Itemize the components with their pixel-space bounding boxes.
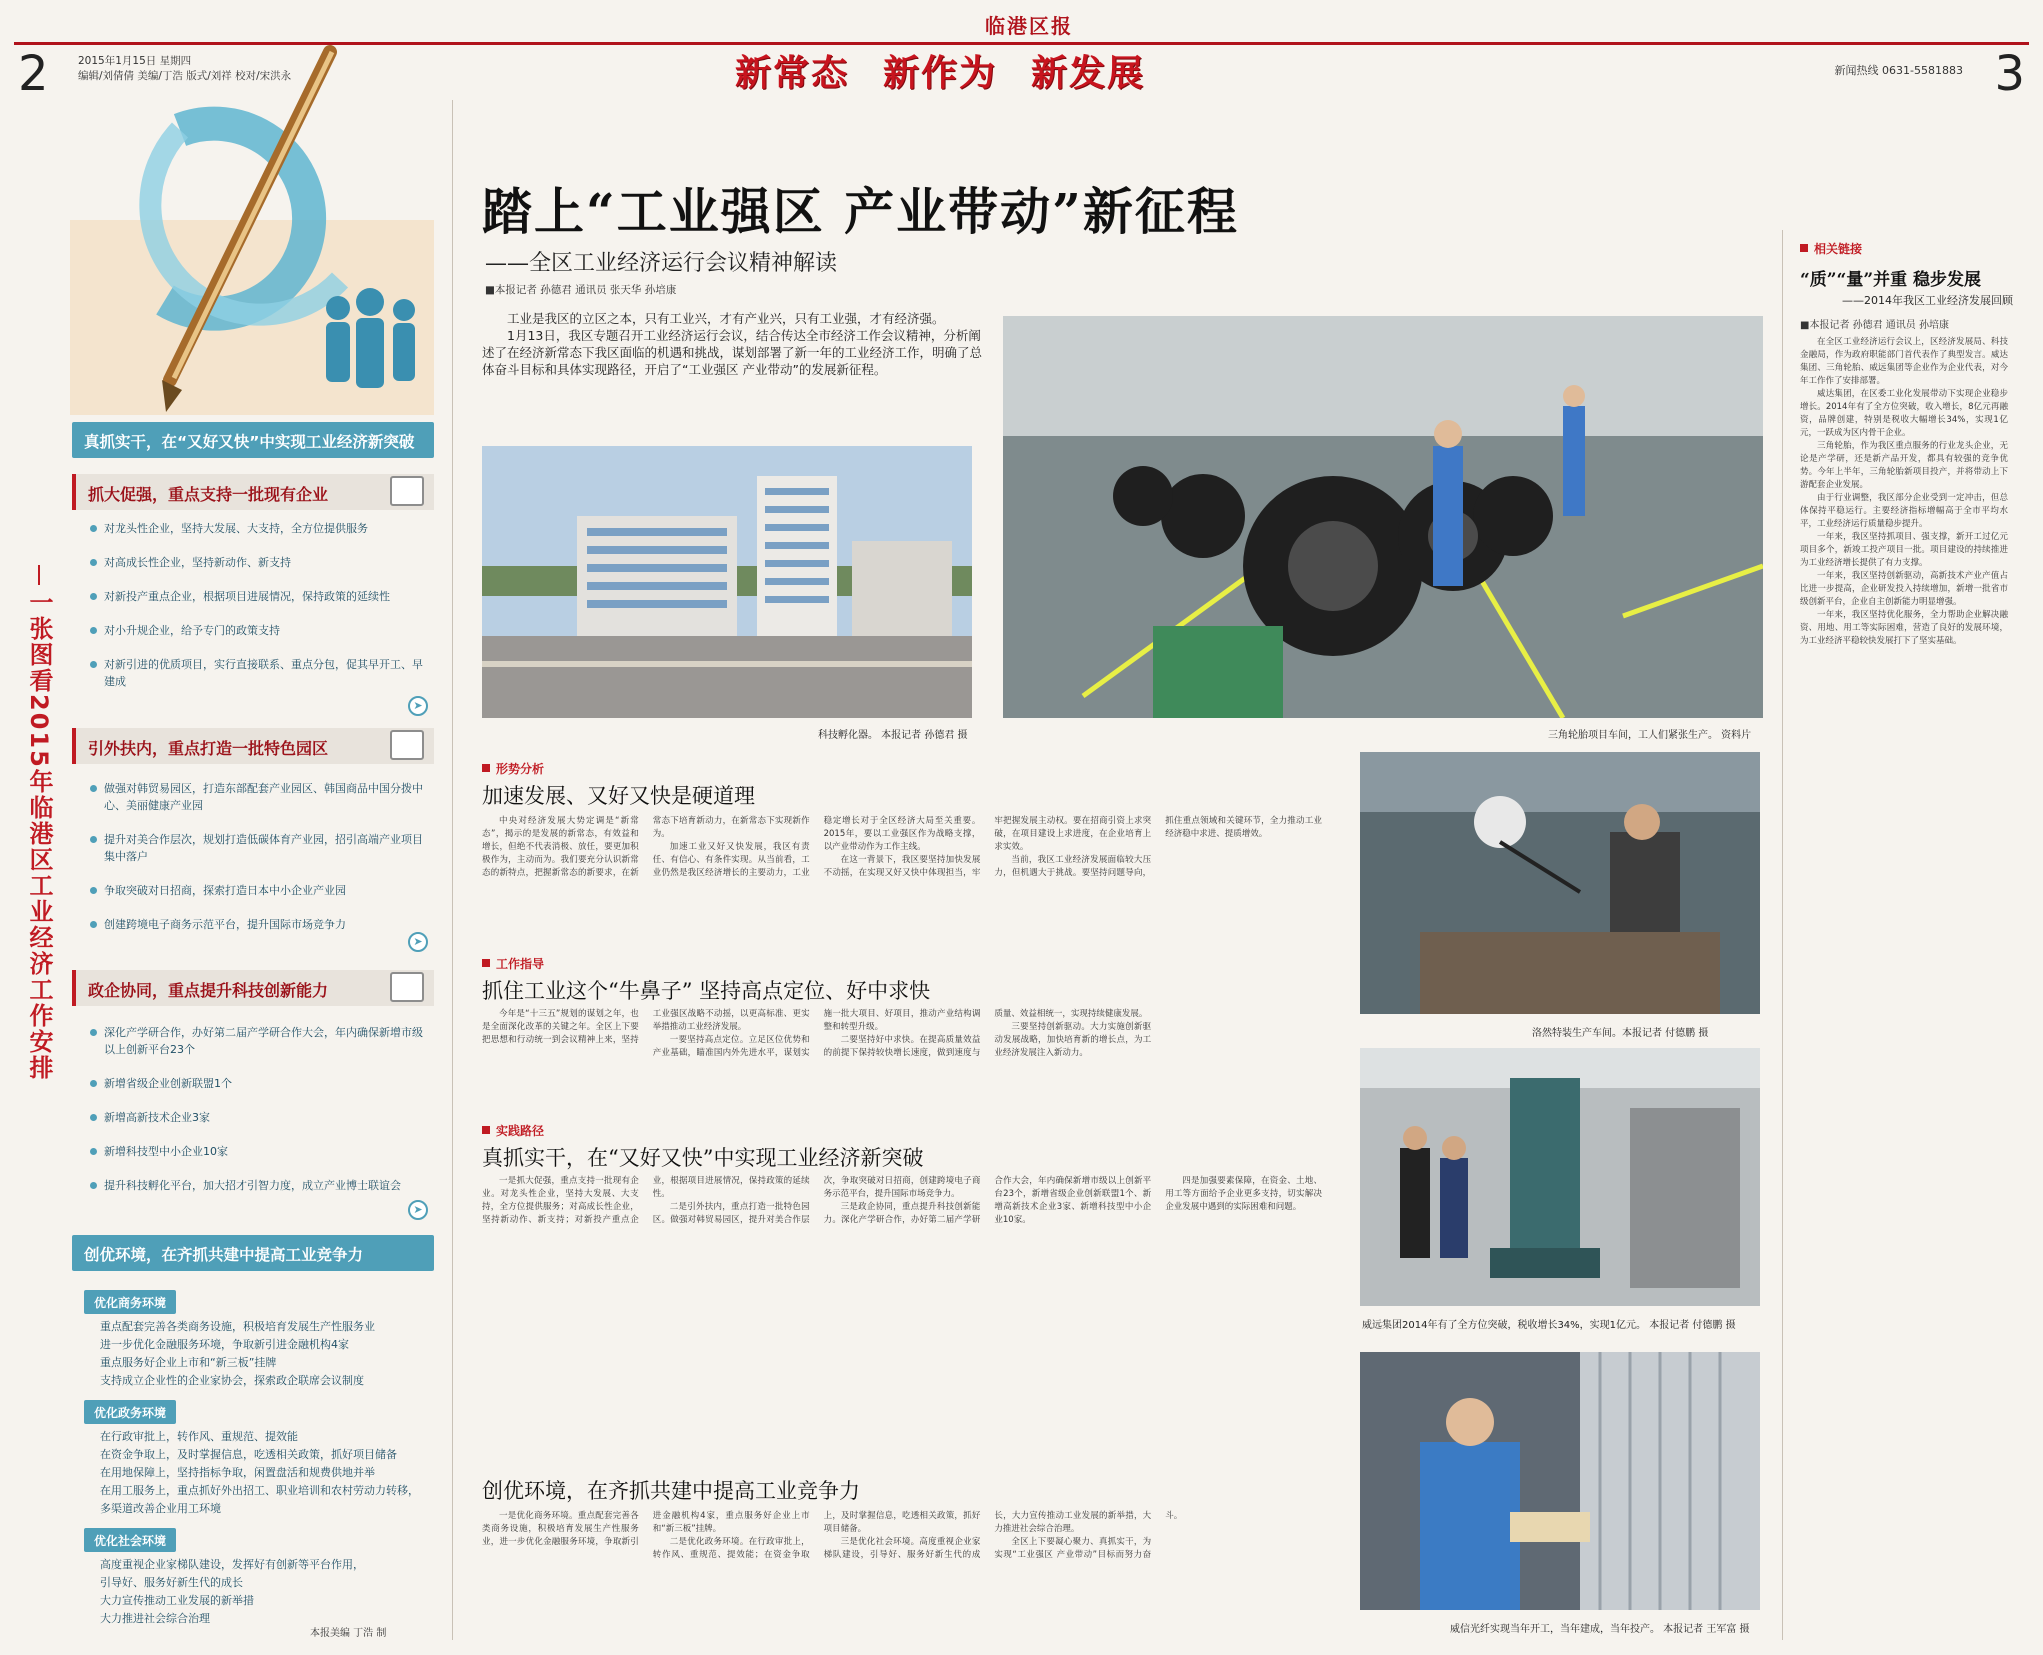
banner-word-2: 新作为 [883,51,998,94]
page-number-left: 2 [18,46,49,102]
sub-section-society-head: 优化社会环境 [84,1528,176,1552]
page-banner [735,44,1295,96]
sidebar-section-2-list [90,780,425,950]
lead-paragraph: 1月13日，我区专题召开工业经济运行会议，结合传达全市经济工作会议精神，分析阐述了在经济新常态下我区面临的机遇和挑战，谋划部署了新一年的工业经济工作，明确了总体奋斗目标和具体实现路径，开启了“工业强区 产业带动”的发展新征程。 [482,328,983,377]
text-line: 在资金争取上，及时掌握信息，吃透相关政策，抓好项目储备 [100,1448,397,1461]
sidebar-section-3-head [72,970,434,1006]
related-title: “质”“量”并重 稳步发展 [1800,270,1982,290]
photo-tire-workshop [1003,316,1763,718]
microscope-icon [390,972,424,1002]
related-label: 相关链接 [1800,240,1862,257]
sidebar-section-3-list [90,1024,425,1211]
list-item: 对新引进的优质项目，实行直接联系、重点分包，促其早开工、早建成 [90,656,425,690]
body-paragraph: 加速工业又好又快发展，我区有责任、有信心、有条件实现。从当前看，工业仍然是我区经济增长的主要动力，工业稳定增长对于全区经济大局至关重要。2015年，要以工业强区作为战略支撑，以产业带动作为工作主线。 [652,816,981,878]
text-line: 支持成立企业性的企业家协会，探索政企联席会议制度 [100,1374,364,1387]
photo-fiber-factory-caption: 威信光纤实现当年开工，当年建成，当年投产。 本报记者 王军富 摄 [1450,1624,1750,1635]
body-paragraph: 威达集团，在区委工业化发展带动下实现企业稳步增长。2014年有了全方位突破，收入增长，8亿元再融资，品牌创建，特别是税收大幅增长34%，实现1亿元，一跃成为区内骨干企业。 [1800,389,2008,438]
related-body [1800,336,2008,1636]
sidebar-banner-top: 真抓实干，在“又好又快”中实现工业经济新突破 [72,422,434,458]
text-line: 引导好、服务好新生代的成长 [100,1576,243,1589]
list-item: 对小升规企业，给予专门的政策支持 [90,622,425,639]
column-divider [452,100,453,1640]
sub-section-society-text [100,1556,425,1628]
photo-incubator [482,446,972,718]
photo-incubator-caption: 科技孵化器。 本报记者 孙德君 摄 [818,730,968,741]
text-line: 在行政审批上，转作风、重规范、提效能 [100,1430,298,1443]
list-item: 提升科技孵化平台，加大招才引智力度，成立产业博士联谊会 [90,1177,425,1194]
section-3-title: 真抓实干，在“又好又快”中实现工业经济新突破 [482,1146,924,1170]
lead-paragraph: 工业是我区的立区之本，只有工业兴，才有产业兴，只有工业强，才有经济强。 [507,311,945,326]
body-paragraph: 当前，我区工业经济发展面临较大压力，但机遇大于挑战。要坚持问题导向，抓住重点领域和关键环节，全力推动工业经济稳中求进、提质增效。 [994,816,1322,878]
section-1-title: 加速发展、又好又快是硬道理 [482,784,755,808]
sidebar-credit: 本报美编 丁浩 制 [310,1628,387,1639]
body-paragraph: 二要坚持好中求快。在提高质量效益的前提下保持较快增长速度，做到速度与质量、效益相统一，实现持续健康发展。 [823,1009,1148,1058]
document-icon [390,476,424,506]
sidebar-banner-bottom: 创优环境，在齐抓共建中提高工业竞争力 [72,1235,434,1271]
section-4-body [482,1510,1322,1640]
text-line: 重点配套完善各类商务设施，积极培育发展生产性服务业 [100,1320,375,1333]
sidebar-section-1-head [72,474,434,510]
text-line: 进一步优化金融服务环境，争取新引进金融机构4家 [100,1338,349,1351]
arrow-right-icon: ➤ [408,1200,428,1220]
article-headline: 踏上“工业强区 产业带动”新征程 [482,182,1239,241]
section-2-label: 工作指导 [482,955,544,972]
sidebar-section-3-title: 政企协同，重点提升科技创新能力 [88,981,329,1000]
body-paragraph: 二是引外扶内，重点打造一批特色园区。做强对韩贸易园区，提升对美合作层次，争取突破对日招商，创建跨境电子商务示范平台，提升国际市场竞争力。 [652,1176,981,1225]
photo-equipment-caption: 洛然特装生产车间。本报记者 付德鹏 摄 [1532,1028,1709,1039]
photo-equipment-workshop [1360,752,1760,1014]
section-1-body [482,815,1322,950]
body-paragraph: 一是抓大促强，重点支持一批现有企业。对龙头性企业，坚持大发展、大支持，全方位提供服务；对高成长性企业，坚持新动作、新支持；对新投产重点企业，根据项目进展情况，保持政策的延续性。 [482,1176,810,1225]
list-item: 创建跨境电子商务示范平台，提升国际市场竞争力 [90,916,425,933]
tire-workshop-image [1003,316,1763,718]
section-4-title: 创优环境，在齐抓共建中提高工业竞争力 [482,1479,860,1503]
body-paragraph: 一要坚持高点定位。立足区位优势和产业基础，瞄准国内外先进水平，谋划实施一批大项目、好项目，推动产业结构调整和转型升级。 [652,1009,981,1058]
photo-fiber-factory [1360,1352,1760,1610]
section-2-body [482,1008,1322,1113]
body-paragraph: 三是政企协同，重点提升科技创新能力。深化产学研合作，办好第二届产学研合作大会，年内确保新增市级以上创新平台23个，新增省级企业创新联盟1个、新增高新技术企业3家、新增科技型中小企业10家。 [823,1176,1152,1225]
related-subtitle: ——2014年我区工业经济发展回顾 [1842,294,2013,307]
sidebar-vertical-title: 一张图看2015年临港区工业经济工作安排 [25,590,53,1081]
body-paragraph: 一年来，我区坚持优化服务，全力帮助企业解决融资、用地、用工等实际困难，营造了良好的发展环境，为工业经济平稳较快发展打下了坚实基础。 [1800,610,2008,646]
article-subhead: ——全区工业经济运行会议精神解读 [485,251,838,276]
incubator-image [482,446,972,718]
body-paragraph: 由于行业调整，我区部分企业受到一定冲击，但总体保持平稳运行。主要经济指标增幅高于全市平均水平，工业经济运行质量稳步提升。 [1800,493,2008,529]
hotline: 新闻热线 0631-5581883 [1834,64,1963,77]
article-byline: ■本报记者 孙德君 通讯员 张天华 孙培康 [485,284,677,296]
text-line: 重点服务好企业上市和“新三板”挂牌 [100,1356,277,1369]
text-line: 高度重视企业家梯队建设，发挥好有创新等平台作用， [100,1558,364,1571]
sub-section-business-text [100,1318,425,1390]
banner-word-3: 新发展 [1031,51,1146,94]
article-lead [482,310,982,378]
sub-section-business-head: 优化商务环境 [84,1290,176,1314]
list-item: 新增省级企业创新联盟1个 [90,1075,425,1092]
equipment-workshop-image [1360,752,1760,1014]
photo-tire-workshop-caption: 三角轮胎项目车间，工人们紧张生产。 资料片 [1548,730,1752,741]
banner-word-1: 新常态 [735,51,850,94]
sidebar-section-1-title: 抓大促强，重点支持一批现有企业 [88,485,329,504]
body-paragraph: 一是优化商务环境。重点配套完善各类商务设施，积极培育发展生产性服务业，进一步优化金融服务环境，争取新引进金融机构4家，重点服务好企业上市和“新三板”挂牌。 [482,1511,810,1547]
pen-figures-illustration [70,40,434,415]
text-line: 大力推进社会综合治理 [100,1612,210,1625]
photo-drill-press-caption: 威远集团2014年有了全方位突破，税收增长34%，实现1亿元。 本报记者 付德鹏 摄 [1362,1320,1736,1331]
sub-section-government-text [100,1428,425,1518]
body-paragraph: 在全区工业经济运行会议上，区经济发展局、科技金融局，作为政府职能部门首代表作了典型发言。威达集团、三角轮胎、威远集团等企业作为企业代表，对今年工作作了安排部署。 [1800,337,2008,386]
section-2-title: 抓住工业这个“牛鼻子” 坚持高点定位、好中求快 [482,979,931,1003]
body-paragraph: 今年是“十三五”规划的谋划之年，也是全面深化改革的关键之年。全区上下要把思想和行动统一到会议精神上来，坚持工业强区战略不动摇，以更高标准、更实举措推动工业经济发展。 [482,1009,810,1045]
sidebar-illustration [70,40,434,415]
arrow-right-icon: ➤ [408,932,428,952]
date-line: 2015年1月15日 星期四 [78,55,192,67]
masthead-paper-name: 临港区报 [985,14,1073,38]
body-paragraph: 中央对经济发展大势定调是“新常态”，揭示的是发展的新常态，有效益和增长，但绝不代表消极、放任，要更加积极作为，主动而为。我们要充分认识新常态的新特点，把握新常态的新要求，在新常态下培育新动力，在新常态下实现新作为。 [482,816,810,878]
list-item: 对高成长性企业，坚持新动作、新支持 [90,554,425,571]
sidebar-section-2-title: 引外扶内，重点打造一批特色园区 [88,739,329,758]
body-paragraph: 一年来，我区坚持抓项目、强支撑，新开工过亿元项目多个，新竣工投产项目一批。项目建设的持续推进为工业经济增长提供了有力支撑。 [1800,532,2008,568]
text-line: 在用工服务上，重点抓好外出招工、职业培训和农村劳动力转移，多渠道改善企业用工环境 [100,1484,419,1515]
sidebar-section-2-head [72,728,434,764]
related-byline: ■本报记者 孙德君 通讯员 孙培康 [1800,320,1949,331]
section-1-label: 形势分析 [482,760,544,777]
list-item: 深化产学研合作，办好第二届产学研合作大会，年内确保新增市级以上创新平台23个 [90,1024,425,1058]
fiber-factory-image [1360,1352,1760,1610]
list-item: 新增高新技术企业3家 [90,1109,425,1126]
section-3-body [482,1175,1322,1465]
sidebar-section-1-list [90,520,425,707]
body-paragraph: 三角轮胎，作为我区重点服务的行业龙头企业，无论是产学研，还是新产品开发，都具有较强的竞争优势。今年上半年，三角轮胎新项目投产，并将带动上下游配套企业发展。 [1800,441,2008,490]
list-item: 提升对美合作层次，规划打造低碳体育产业园，招引高端产业项目集中落户 [90,831,425,865]
body-paragraph: 在这一背景下，我区要坚持加快发展不动摇，在实现又好又快中体现担当，牢牢把握发展主动权。要在招商引资上求突破，在项目建设上求进度，在企业培育上求实效。 [823,816,1152,878]
section-3-label: 实践路径 [482,1122,544,1139]
text-line: 在用地保障上，坚持指标争取，闲置盘活和规费供地并举 [100,1466,375,1479]
factory-icon [390,730,424,760]
body-paragraph: 二是优化政务环境。在行政审批上，转作风、重规范、提效能；在资金争取上，及时掌握信息，吃透相关政策，抓好项目储备。 [652,1511,981,1560]
body-paragraph: 全区上下要凝心聚力、真抓实干，为实现“工业强区 产业带动”目标而努力奋斗。 [994,1511,1183,1560]
vertical-title-rule [38,565,40,585]
arrow-right-icon: ➤ [408,696,428,716]
drill-press-image [1360,1048,1760,1306]
body-paragraph: 四是加强要素保障，在资金、土地、用工等方面给予企业更多支持，切实解决企业发展中遇到的实际困难和问题。 [1165,1176,1322,1212]
page-number-right: 3 [1994,46,2025,102]
list-item: 争取突破对日招商，探索打造日本中小企业产业园 [90,882,425,899]
column-divider [1782,230,1783,1640]
body-paragraph: 三是优化社会环境。高度重视企业家梯队建设，引导好、服务好新生代的成长，大力宣传推动工业发展的新举措，大力推进社会综合治理。 [823,1511,1152,1560]
editors-line: 编辑/刘倩倩 美编/丁浩 版式/刘祥 校对/宋洪永 [78,70,292,82]
photo-drill-press [1360,1048,1760,1306]
list-item: 做强对韩贸易园区，打造东部配套产业园区、韩国商品中国分拨中心、美丽健康产业园 [90,780,425,814]
body-paragraph: 一年来，我区坚持创新驱动，高新技术产业产值占比进一步提高，企业研发投入持续增加，新增一批省市级创新平台，企业自主创新能力明显增强。 [1800,571,2008,607]
text-line: 大力宣传推动工业发展的新举措 [100,1594,254,1607]
list-item: 对龙头性企业，坚持大发展、大支持，全方位提供服务 [90,520,425,537]
sub-section-government-head: 优化政务环境 [84,1400,176,1424]
body-paragraph: 三要坚持创新驱动。大力实施创新驱动发展战略，加快培育新的增长点，为工业经济发展注入新动力。 [994,1022,1152,1058]
list-item: 对新投产重点企业，根据项目进展情况，保持政策的延续性 [90,588,425,605]
list-item: 新增科技型中小企业10家 [90,1143,425,1160]
